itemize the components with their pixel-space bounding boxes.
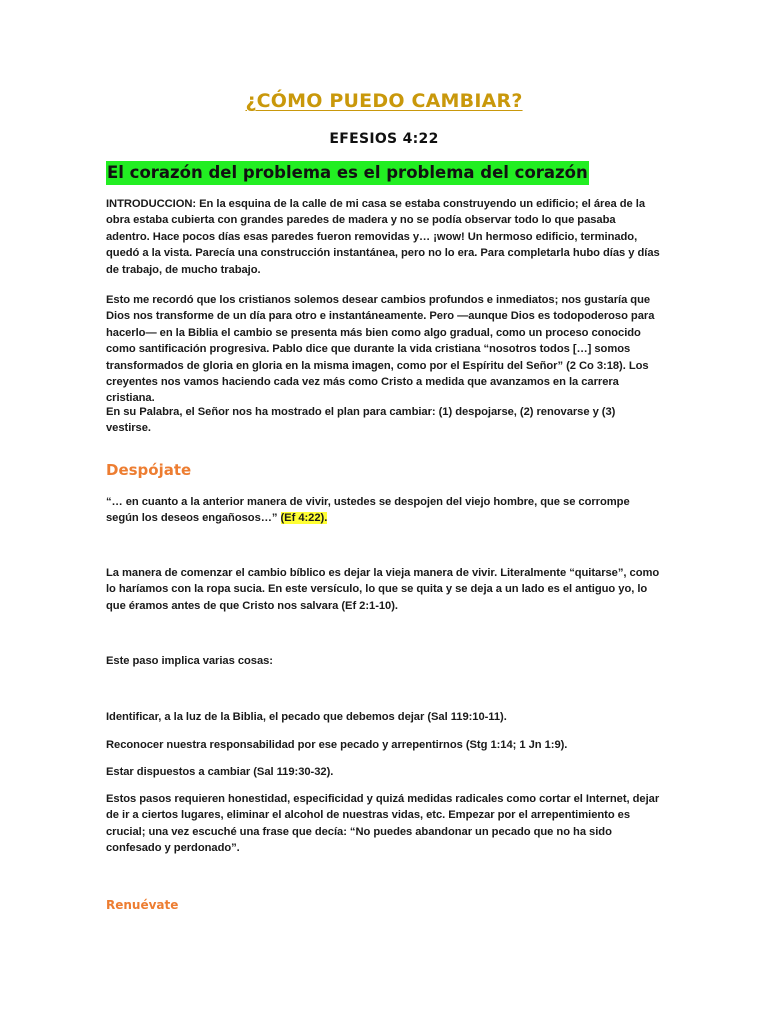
quote-reference: (Ef 4:22). [280, 512, 328, 525]
main-heading: El corazón del problema es el problema del corazón [106, 161, 589, 185]
paragraph-honesty: Estos pasos requieren honestidad, especificidad y quizá medidas radicales como cortar el Internet, dejar de ir a ciertos lugares, eliminar el alcohol de nuestras vidas, etc. Empezar por el arrepentimiento es crucial; una vez escuché una frase que decía: “No puedes abandonar un pecado que no ha sido confesado y perdonado”. [106, 793, 660, 855]
scripture-reference: EFESIOS 4:22 [329, 131, 439, 147]
quote-text: “… en cuanto a la anterior manera de vivir, ustedes se despojen del viejo hombre, que se corrompe según los deseos engañosos…” [106, 496, 630, 525]
section-heading-renuevate: Renuévate [106, 898, 179, 912]
paragraph-plan: En su Palabra, el Señor nos ha mostrado el plan para cambiar: (1) despojarse, (2) renovarse y (3) vestirse. [106, 406, 616, 435]
intro-paragraph: INTRODUCCION: En la esquina de la calle de mi casa se estaba construyendo un edificio; el área de la obra estaba cubierta con grandes paredes de madera y no se podía observar todo lo que pasaba adentro. Hace pocos días esas paredes fueron removidas y… ¡wow! Un hermoso edificio, terminado, quedó a la vista. Parecía una construcción instantánea, pero no lo era. Para completarla hubo días y días de trabajo, de mucho trabajo. [106, 198, 660, 276]
paragraph-change-method: La manera de comenzar el cambio bíblico es dejar la vieja manera de vivir. Literalmente “quitarse”, como lo haríamos con la ropa sucia. En este versículo, lo que se quita y se deja a un lado es el antiguo yo, lo que éramos antes de que Cristo nos salvara (Ef 2:1-10). [106, 567, 660, 612]
step-willing: Estar dispuestos a cambiar (Sal 119:30-32). [106, 766, 334, 778]
quote-paragraph [106, 494, 662, 527]
paragraph-steps-intro: Este paso implica varias cosas: [106, 655, 273, 667]
section-heading-despojate: Despójate [106, 461, 192, 479]
paragraph-transformation: Esto me recordó que los cristianos solemos desear cambios profundos e inmediatos; nos gustaría que Dios nos transforme de un día para otro e instantáneamente. Pero —aunque Dios es todopoderoso para hacerlo— en la Biblia el cambio se presenta más bien como algo gradual, como un proceso conocido como santificación progresiva. Pablo dice que durante la vida cristiana “nosotros todos […] somos transformados de gloria en gloria en la misma imagen, como por el Espíritu del Señor” (2 Co 3:18). Los creyentes nos vamos haciendo cada vez más como Cristo a medida que avanzamos en la carrera cristiana. [106, 294, 655, 405]
step-acknowledge: Reconocer nuestra responsabilidad por ese pecado y arrepentirnos (Stg 1:14; 1 Jn 1:9). [106, 739, 568, 751]
document-title: ¿CÓMO PUEDO CAMBIAR? [245, 90, 523, 112]
step-identify: Identificar, a la luz de la Biblia, el pecado que debemos dejar (Sal 119:10-11). [106, 711, 507, 723]
